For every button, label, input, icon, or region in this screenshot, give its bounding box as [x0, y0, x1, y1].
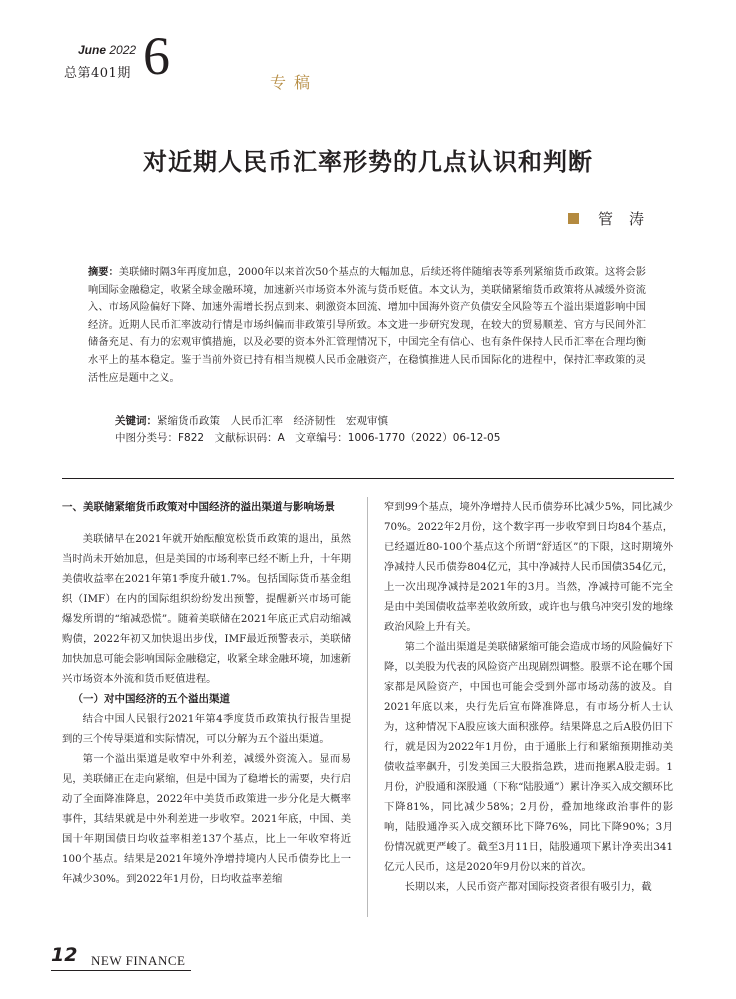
abstract-text: 美联储时隔3年再度加息，2000年以来首次50个基点的大幅加息，后续还将伴随缩表等系列紧缩货币政策。这将会影响国际金融稳定，收紧全球金融环境，加速新兴市场资本外流与货币贬值。本文认为，美联储紧缩货币政策将从减缓外资流入、市场风险偏好下降、加速外需增长拐点到来、刺激资本回流、增加中国海外资产负债安全风险等五个溢出渠道影响中国经济。近期人民币汇率波动行情是市场纠偏而非政策引导所致。本文进一步研究发现，在较大的贸易顺差、官方与民间外汇储备充足、有力的宏观审慎措施，以及必要的资本外汇管理情况下，中国完全有信心、也有条件保持人民币汇率在合理均衡水平上的基本稳定。鉴于当前外资已持有相当规模人民币金融资产，在稳慎推进人民币国际化的进程中，保持汇率政策的灵活性应是题中之义。	[88, 267, 646, 384]
author-name: 管涛	[598, 210, 661, 228]
subsection-heading: （一）对中国经济的五个溢出渠道	[72, 693, 230, 705]
issue-year: 2022	[109, 43, 137, 57]
section-heading: 一、美联储紧缩货币政策对中国经济的溢出渠道与影响场景	[62, 501, 335, 513]
body-paragraph: 美联储早在2021年就开始酝酿宽松货币政策的退出，虽然当时尚未开始加息，但是美国的市场利率已经不断上升，十年期美债收益率在2021年第1季度升破1.7%。包括国际货币基金组织（IMF）在内的国际组织纷纷发出预警，提醒新兴市场可能爆发所谓的“缩减恐慌”。随着美联储在2021年底正式启动缩减购债，2022年初又加快退出步伐，IMF最近预警表示，美联储加快加息可能会影响国际金融稳定，收紧全球金融环境，加速新兴市场资本外流和货币贬值进程。	[62, 533, 351, 685]
page-number: 12	[51, 944, 78, 966]
body-column-right	[384, 497, 673, 897]
body-column-left	[62, 497, 351, 889]
journal-name: NEW FINANCE	[91, 953, 186, 968]
author-marker-square	[568, 213, 579, 224]
issue-number: 6	[143, 26, 170, 86]
body-paragraph: 第一个溢出渠道是收窄中外利差，减缓外资流入。显而易见，美联储正在走向紧缩，但是中国为了稳增长的需要，央行启动了全面降准降息，2022年中美货币政策进一步分化是大概率事件，其结果就是中外利差进一步收窄。2021年底，中国、美国十年期国债日均收益率相差137个基点，比上一年收窄将近100个基点。结果是2021年境外净增持境内人民币债券比上一年减少30%。到2022年1月份，日均收益率差缩	[62, 753, 351, 885]
issue-month	[78, 43, 136, 57]
keywords-label: 关键词：	[115, 415, 157, 427]
doc-code: A	[277, 432, 285, 444]
clc-code: F822	[178, 432, 205, 444]
section-divider	[62, 478, 674, 479]
keywords-line	[115, 413, 388, 428]
body-paragraph: 结合中国人民银行2021年第4季度货币政策执行报告里提到的三个传导渠道和实际情况，可以分解为五个溢出渠道。	[62, 713, 351, 745]
issue-total: 总第401期	[64, 66, 131, 81]
column-label: 专稿	[270, 73, 319, 92]
body-paragraph: 第二个溢出渠道是美联储紧缩可能会造成市场的风险偏好下降，以美股为代表的风险资产出现剧烈调整。股票不论在哪个国家都是风险资产，中国也可能会受到外部市场动荡的波及。自2021年底以来，央行先后宣布降准降息，有市场分析人士认为，这种情况下A股应该大面积涨停。结果降息之后A股仍旧下行，就是因为2022年1月份，由于通胀上行和紧缩预期推动美债收益率飙升，引发美国三大股指急跌，进而拖累A股走弱。1月份，沪股通和深股通（下称“陆股通”）累计净买入成交额环比下降81%，同比减少58%；2月份，叠加地缘政治事件的影响，陆股通净买入成交额环比下降76%，同比下降90%；3月份情况就更严峻了。截至3月11日，陆股通项下累计净卖出341亿元人民币，这是2020年9月份以来的首次。	[384, 641, 673, 873]
abstract	[88, 264, 646, 387]
doc-code-label: 文献标识码：	[214, 432, 278, 444]
column-divider	[367, 497, 368, 917]
classification-line	[115, 430, 500, 445]
keywords-text: 紧缩货币政策 人民币汇率 经济韧性 宏观审慎	[157, 415, 388, 427]
body-paragraph: 窄到99个基点，境外净增持人民币债券环比减少5%，同比减少70%。2022年2月份，这个数字再一步收窄到日均84个基点，已经逼近80-100个基点这个所谓“舒适区”的下限，这时期境外净减持人民币债券804亿元，其中净减持人民币国债354亿元，上一次出现净减持是2021年的3月。当然，净减持可能不完全是由中美国债收益率差收敛所致，或许也与俄乌冲突引发的地缘政治风险上升有关。	[384, 501, 673, 633]
issue-month-label: June	[78, 43, 107, 57]
article-title: 对近期人民币汇率形势的几点认识和判断	[143, 148, 593, 176]
abstract-label: 摘要：	[88, 267, 119, 278]
clc-label: 中图分类号：	[115, 432, 178, 444]
article-number: 1006-1770（2022）06-12-05	[347, 432, 501, 444]
body-paragraph: 长期以来，人民币资产都对国际投资者很有吸引力，截	[404, 881, 652, 893]
article-number-label: 文章编号：	[295, 432, 348, 444]
footer-rule	[51, 970, 191, 971]
